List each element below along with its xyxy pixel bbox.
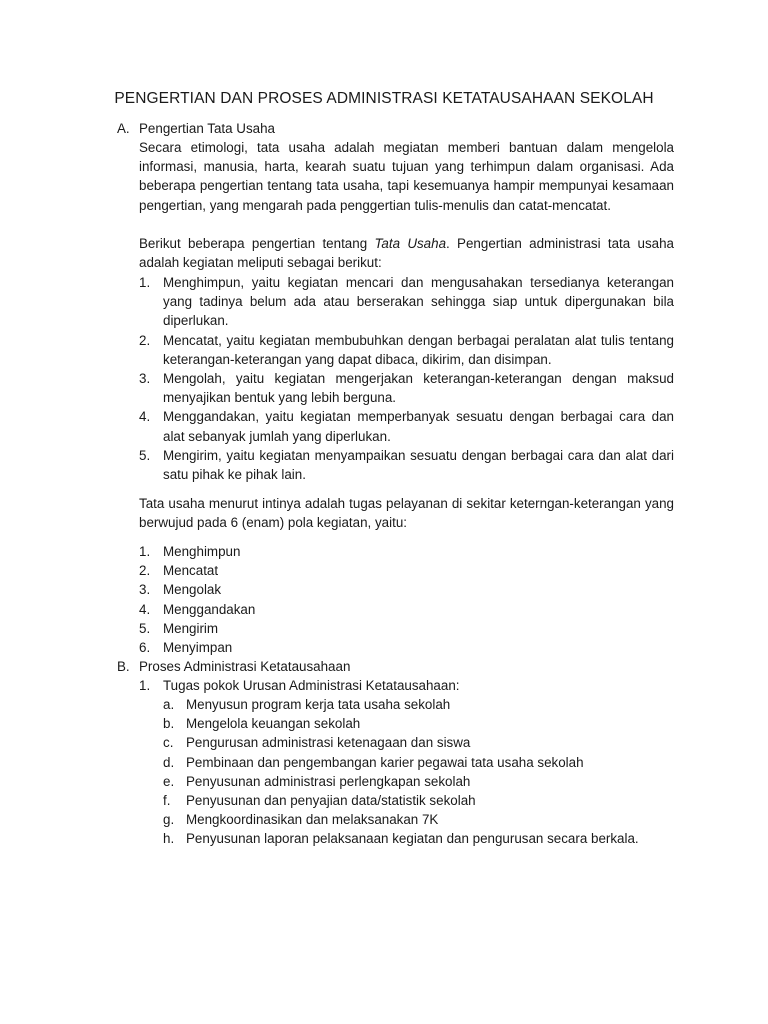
list-item-text: Mengirim xyxy=(163,620,219,636)
list-item-number: 4. xyxy=(139,409,151,425)
list-item-number: 4. xyxy=(139,601,151,617)
list-item xyxy=(139,676,674,695)
list-item-number: 2. xyxy=(139,332,151,348)
sub-list-item-letter: g. xyxy=(163,812,175,828)
list-item-text: Mengolak xyxy=(163,582,222,598)
list-item-text: Menggandakan, yaitu kegiatan memperbanyak sesuatu dengan berbagai cara dan alat sebanyak jumlah yang diperlukan. xyxy=(163,409,674,444)
sub-list-item xyxy=(163,733,683,752)
sub-list-item-letter: a. xyxy=(163,697,175,712)
sub-list-item xyxy=(163,810,683,829)
page-title: PENGERTIAN DAN PROSES ADMINISTRASI KETATAUSAHAAN SEKOLAH xyxy=(114,90,654,107)
section-b-marker: B. xyxy=(117,659,130,674)
list-item-text: Mengirim, yaitu kegiatan menyampaikan sesuatu dengan berbagai cara dan alat dari satu pihak ke pihak lain. xyxy=(163,447,674,483)
sub-list-item-text: Penyusunan dan penyajian data/statistik sekolah xyxy=(186,793,476,809)
list-item-number: 3. xyxy=(139,371,151,387)
para2-after: . Pengertian administrasi tata usaha adalah kegiatan meliputi sebagai berikut: xyxy=(139,236,674,271)
list-item-text: Mencatat xyxy=(163,563,219,579)
list-item-text: Mencatat, yaitu kegiatan membubuhkan dengan berbagai peralatan alat tulis tentang keterangan-keterangan yang dapat dibaca, dikirim, dan disimpan. xyxy=(163,332,674,367)
list-item-number: 5. xyxy=(139,447,151,463)
sub-list-item-text: Menyusun program kerja tata usaha sekolah xyxy=(186,697,451,712)
section-a-heading: Pengertian Tata Usaha xyxy=(139,121,275,136)
sub-list-item-letter: h. xyxy=(163,831,175,847)
list-item xyxy=(139,600,674,619)
sub-list-item xyxy=(163,753,683,772)
sub-list-item-letter: c. xyxy=(163,735,174,751)
section-b-list xyxy=(139,676,674,695)
section-a-paragraph-1: Secara etimologi, tata usaha adalah megiatan memberi bantuan dalam mengelola informasi, manusia, harta, kearah suatu tujuan yang terhimpun dalam organisasi. Ada beberapa pengertian tentang tata usaha, tapi kesemuanya hampir mempunyai kesamaan pengertian, yang mengarah pada penggertian tulis-menulis dan catat-mencatat. xyxy=(139,140,674,213)
list-item-text: Menghimpun xyxy=(163,544,241,559)
sub-list-item-text: Penyusunan laporan pelaksanaan kegiatan dan pengurusan secara berkala. xyxy=(186,831,639,847)
sub-list-item xyxy=(163,829,683,848)
tasks-list xyxy=(163,695,683,849)
list-item-text: Menyimpan xyxy=(163,640,233,656)
patterns-list xyxy=(139,542,674,657)
section-a-marker: A. xyxy=(117,121,130,136)
list-item xyxy=(139,331,674,369)
list-item xyxy=(139,446,674,484)
list-item xyxy=(139,638,674,657)
list-item-number: 2. xyxy=(139,563,151,579)
sub-list-item-text: Pengurusan administrasi ketenagaan dan siswa xyxy=(186,735,471,751)
section-b-heading: Proses Administrasi Ketatausahaan xyxy=(139,659,351,674)
list-item xyxy=(139,369,674,407)
list-item xyxy=(139,619,674,638)
sub-list-item-text: Mengelola keuangan sekolah xyxy=(186,716,361,732)
section-a-paragraph-2 xyxy=(139,234,674,272)
list-item-number: 1. xyxy=(139,678,151,693)
sub-list-item xyxy=(163,714,683,733)
list-item xyxy=(139,407,674,445)
list-item-number: 1. xyxy=(139,275,151,290)
sub-list-item xyxy=(163,772,683,791)
sub-list-item-text: Penyusunan administrasi perlengkapan sekolah xyxy=(186,773,471,789)
list-item xyxy=(139,542,674,561)
list-item-text: Mengolah, yaitu kegiatan mengerjakan keterangan-keterangan dengan maksud menyajikan bentuk yang lebih berguna. xyxy=(163,371,674,406)
list-item-number: 1. xyxy=(139,544,151,559)
sub-list-item xyxy=(163,695,683,714)
para2-before: Berikut beberapa pengertian tentang xyxy=(139,236,375,251)
sub-list-item xyxy=(163,791,683,810)
definitions-list xyxy=(139,273,674,484)
sub-list-item-text: Pembinaan dan pengembangan karier pegawai tata usaha sekolah xyxy=(186,754,584,770)
list-item xyxy=(139,580,674,599)
sub-list-item-letter: b. xyxy=(163,716,175,732)
list-item-text: Tugas pokok Urusan Administrasi Ketatausahaan: xyxy=(163,678,460,693)
list-item-text: Menggandakan xyxy=(163,601,256,617)
sub-list-item-letter: f. xyxy=(163,793,171,809)
sub-list-item-text: Mengkoordinasikan dan melaksanakan 7K xyxy=(186,812,439,828)
sub-list-item-letter: e. xyxy=(163,773,175,789)
list-item-number: 3. xyxy=(139,582,151,598)
list-item xyxy=(139,561,674,580)
para2-italic: Tata Usaha xyxy=(374,236,447,251)
list-item-number: 6. xyxy=(139,640,151,656)
section-a-paragraph-3: Tata usaha menurut intinya adalah tugas pelayanan di sekitar keterngan-keterangan yang berwujud pada 6 (enam) pola kegiatan, yaitu: xyxy=(139,496,674,531)
list-item-number: 5. xyxy=(139,620,151,636)
sub-list-item-letter: d. xyxy=(163,754,175,770)
list-item-text: Menghimpun, yaitu kegiatan mencari dan mengusahakan tersedianya keterangan yang tadinya belum ada atau berserakan sehingga siap untuk dipergunakan bila diperlukan. xyxy=(163,275,674,329)
list-item xyxy=(139,273,674,331)
